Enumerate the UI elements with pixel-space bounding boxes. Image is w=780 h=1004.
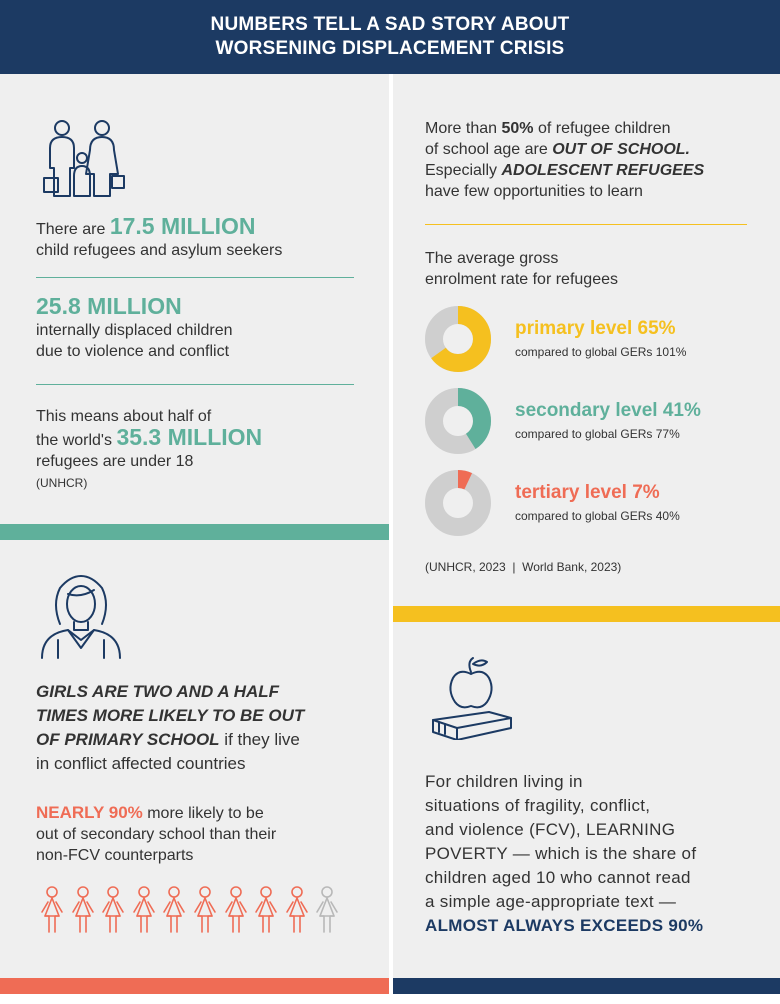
lp-line3: and violence (FCV), LEARNING: [425, 820, 676, 839]
stat2-line2: due to violence and conflict: [36, 343, 230, 360]
lp-line5: children aged 10 who cannot read: [425, 868, 691, 887]
out-of-school-text: [425, 118, 765, 202]
accent-bar-teal: [0, 524, 389, 540]
divider-yellow: [425, 224, 747, 225]
tertiary-donut-chart: [425, 470, 491, 536]
girls-head-line3-rest: if they live: [219, 730, 300, 749]
girl-figure-highlighted: [101, 886, 125, 934]
girl-figure-highlighted: [162, 886, 186, 934]
nearly-line2: out of secondary school than their: [36, 826, 277, 843]
girls-head-line2: TIMES MORE LIKELY TO BE OUT: [36, 706, 305, 725]
ger-line1: The average gross: [425, 250, 559, 267]
lp-line6: a simple age-appropriate text —: [425, 892, 677, 911]
panel-out-of-school: [393, 74, 780, 606]
stat3-value: 35.3 MILLION: [116, 424, 263, 450]
stat1-prefix: There are: [36, 221, 106, 238]
source-unhcr-worldbank: (UNHCR, 2023 | World Bank, 2023): [425, 560, 622, 574]
ger-heading: [425, 248, 765, 290]
intro-pct: 50%: [501, 120, 534, 137]
girl-figure-grey: [315, 886, 339, 934]
banner-title-line2: WORSENING DISPLACEMENT CRISIS: [215, 38, 565, 59]
tertiary-label: tertiary level 7%: [515, 482, 660, 503]
intro-d: Especially: [425, 162, 498, 179]
secondary-donut-chart: [425, 388, 491, 454]
accent-bar-yellow: [393, 606, 780, 622]
girl-figure-highlighted: [254, 886, 278, 934]
girls-head-line3: OF PRIMARY SCHOOL: [36, 730, 220, 749]
panel-learning-poverty: [393, 622, 780, 978]
banner-title-line1: NUMBERS TELL A SAD STORY ABOUT: [210, 14, 570, 35]
tertiary-compare: compared to global GERs 40%: [515, 509, 680, 523]
stat2-value: 25.8 MILLION: [36, 293, 182, 319]
learning-poverty-text: [425, 770, 775, 938]
primary-donut-chart: [425, 306, 491, 372]
nearly-90-stat: [36, 802, 376, 866]
panel-child-refugees: [0, 74, 389, 524]
girls-headline: [36, 680, 376, 776]
secondary-compare: compared to global GERs 77%: [515, 427, 680, 441]
girls-head-line1: GIRLS ARE TWO AND A HALF: [36, 682, 280, 701]
apple-book-icon: [427, 656, 517, 740]
nearly-90-rest: more likely to be: [142, 805, 264, 822]
intro-c: of school age are: [425, 141, 548, 158]
accent-bar-coral: [0, 978, 389, 994]
ger-line2: enrolment rate for refugees: [425, 271, 618, 288]
primary-compare: compared to global GERs 101%: [515, 345, 687, 359]
stat3-line1: This means about half of: [36, 408, 212, 425]
lp-line7: ALMOST ALWAYS EXCEEDS 90%: [425, 916, 704, 935]
girl-icon: [38, 574, 124, 660]
girl-figure-highlighted: [132, 886, 156, 934]
stat-child-refugees: [36, 213, 376, 261]
accent-bar-navy: [393, 978, 780, 994]
nearly-line3: non-FCV counterparts: [36, 847, 194, 864]
stat3-prefix: the world's: [36, 432, 112, 449]
primary-label: primary level 65%: [515, 318, 676, 339]
intro-b: of refugee children: [537, 120, 671, 137]
girl-figure-highlighted: [285, 886, 309, 934]
stat1-value: 17.5 MILLION: [109, 213, 256, 239]
header-banner: [0, 0, 780, 74]
stat-world-refugees: [36, 406, 376, 494]
stat3-line3: refugees are under 18: [36, 453, 194, 470]
intro-adol: ADOLESCENT REFUGEES: [501, 162, 705, 179]
secondary-label: secondary level 41%: [515, 400, 701, 421]
divider-1: [36, 277, 354, 278]
intro-e: have few opportunities to learn: [425, 183, 643, 200]
girl-figure-highlighted: [193, 886, 217, 934]
girl-figure-highlighted: [71, 886, 95, 934]
stat-idp-children: [36, 293, 376, 362]
stat1-suffix: child refugees and asylum seekers: [36, 242, 283, 259]
girls-head-line4: in conflict affected countries: [36, 754, 246, 773]
source-unhcr: (UNHCR): [36, 476, 88, 490]
panel-girls-out-of-school: [0, 540, 389, 978]
lp-line2: situations of fragility, conflict,: [425, 796, 651, 815]
girl-figures-row: [40, 886, 350, 936]
girl-figure-highlighted: [40, 886, 64, 934]
stat2-line1: internally displaced children: [36, 322, 233, 339]
intro-oos: OUT OF SCHOOL.: [552, 141, 690, 158]
lp-line1: For children living in: [425, 772, 583, 791]
divider-2: [36, 384, 354, 385]
family-icon: [42, 118, 126, 198]
nearly-90-value: NEARLY 90%: [36, 803, 143, 822]
lp-line4: POVERTY — which is the share of: [425, 844, 697, 863]
girl-figure-highlighted: [224, 886, 248, 934]
ger-levels: [425, 306, 765, 546]
intro-a: More than: [425, 120, 498, 137]
